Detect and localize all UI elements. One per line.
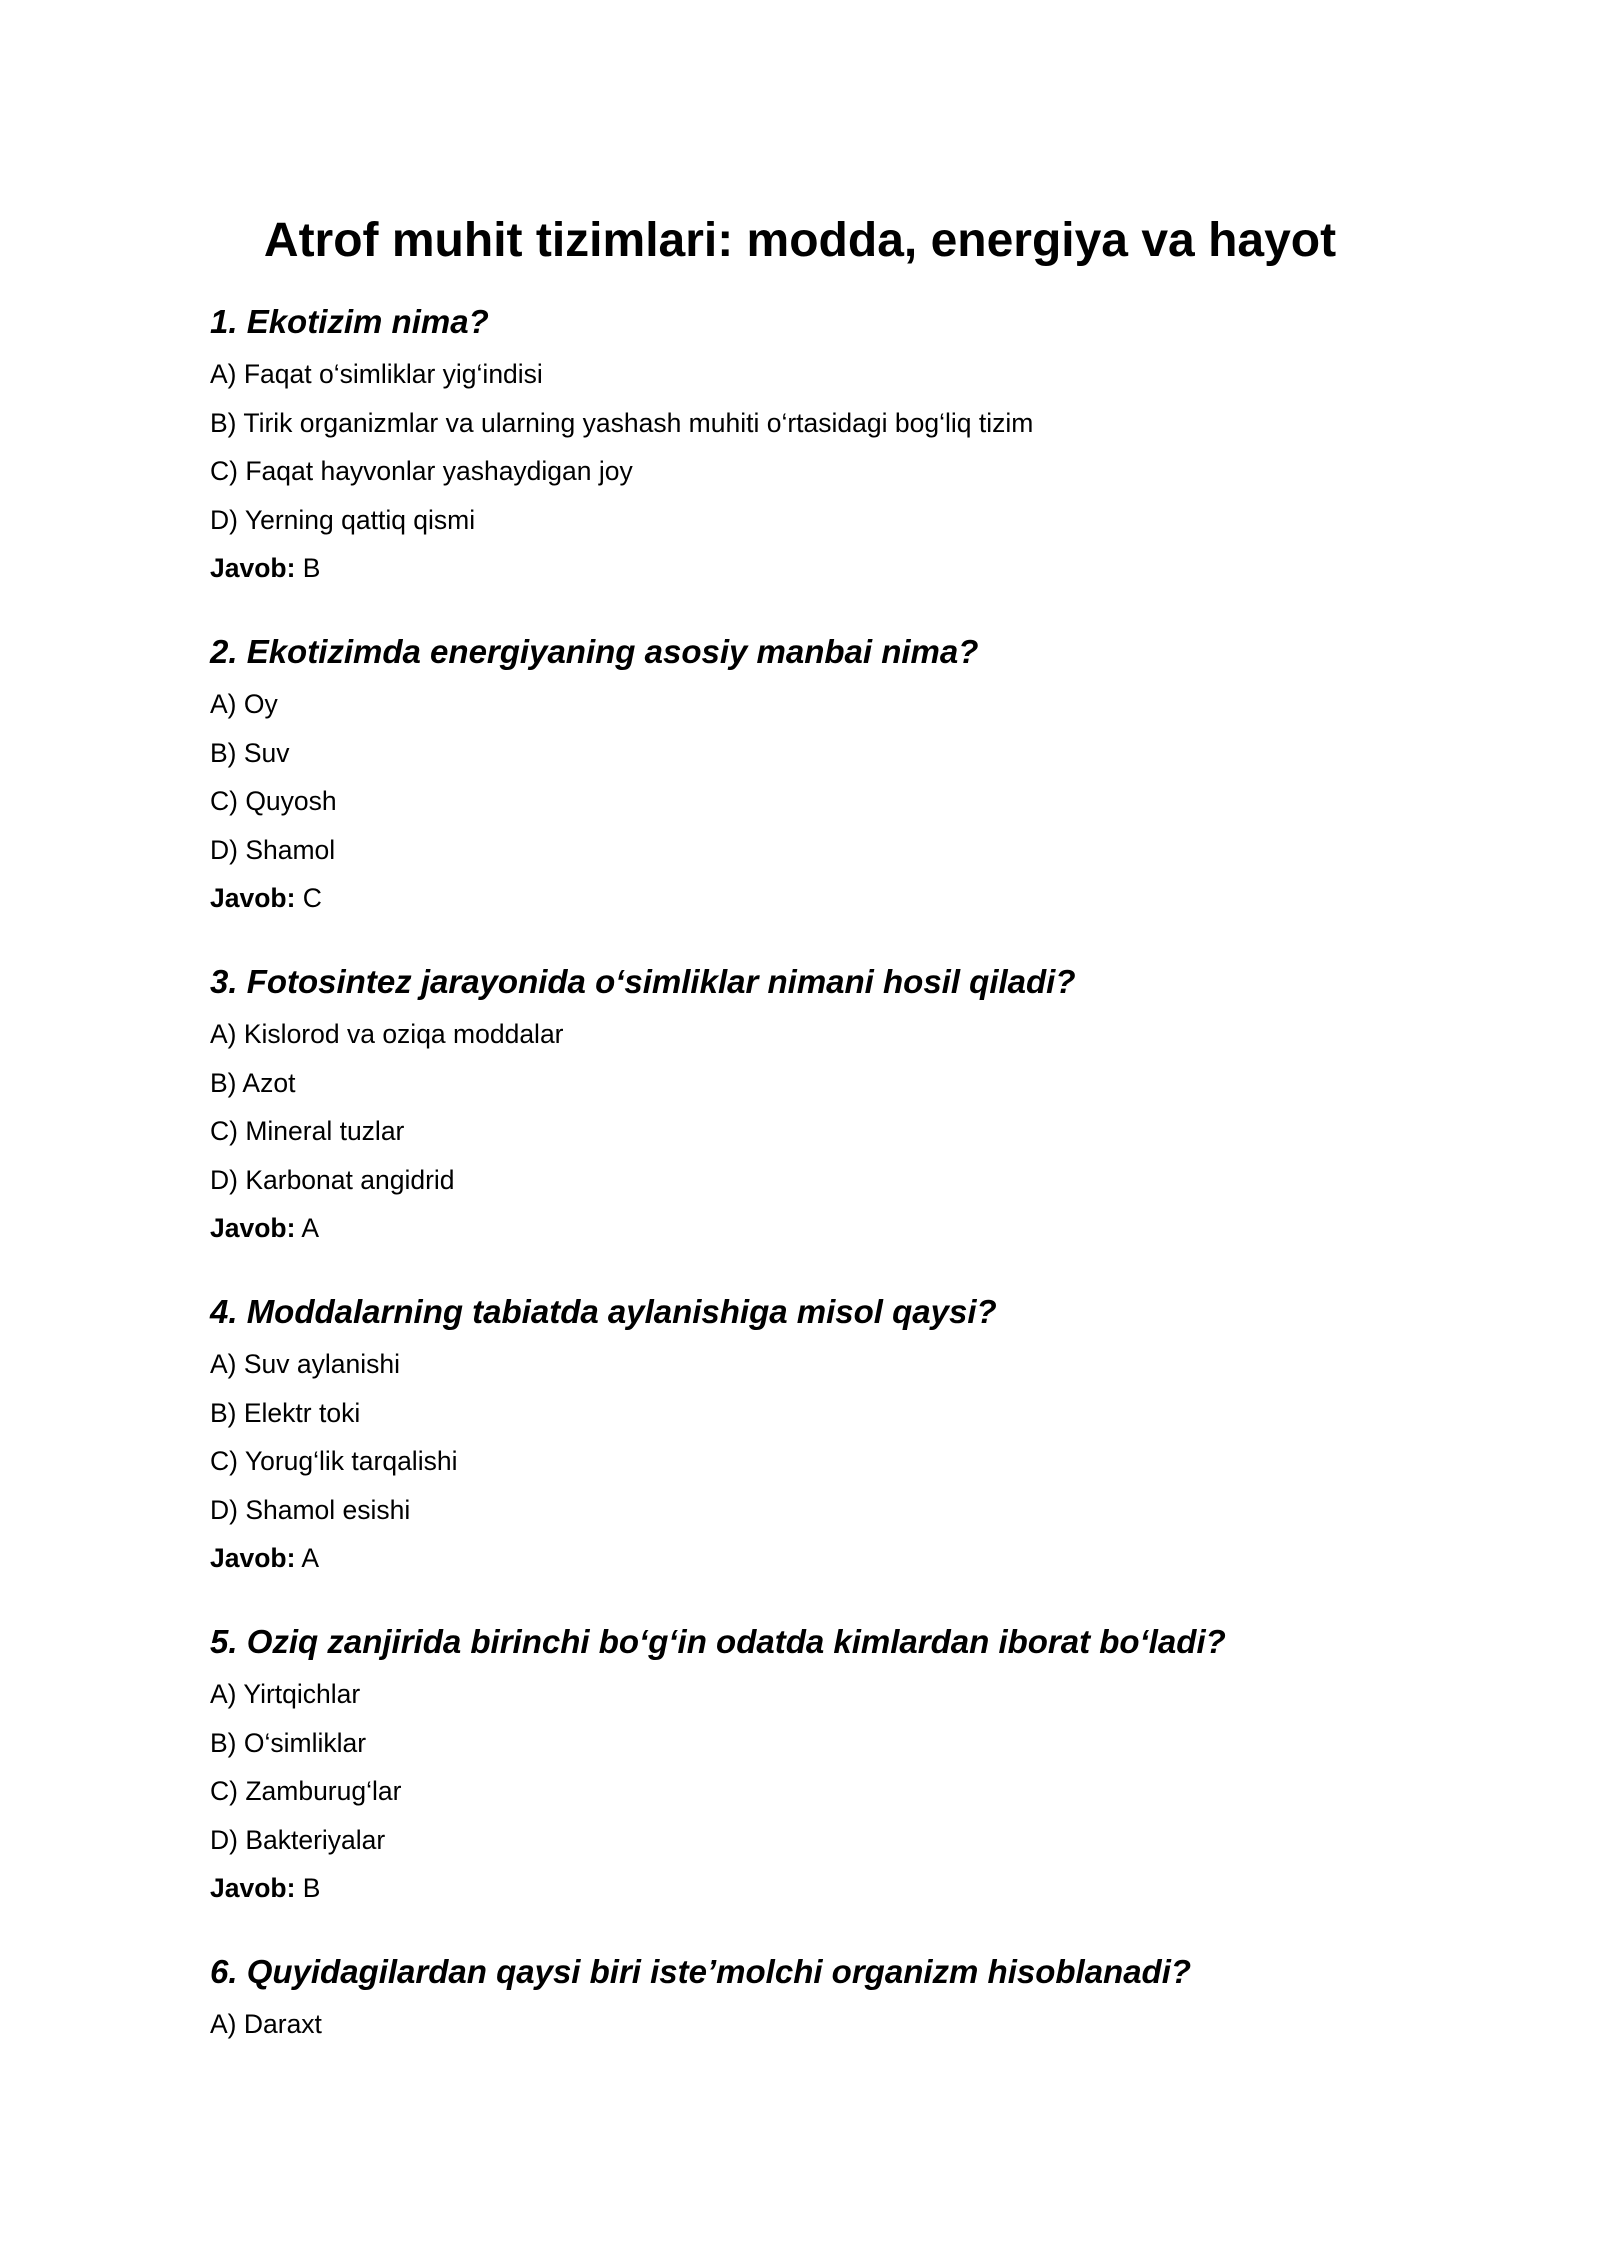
- answer-line: [210, 1534, 1410, 1583]
- option-b: B) Elektr toki: [210, 1397, 361, 1428]
- answer-line: [210, 1864, 1410, 1913]
- option-d: D) Bakteriyalar: [210, 1824, 386, 1855]
- option-c: C) Quyosh: [210, 786, 337, 817]
- question-title: 3. Fotosintez jarayonida o‘simliklar nimani hosil qiladi?: [210, 963, 1076, 1000]
- option-d: D) Shamol esishi: [210, 1494, 411, 1525]
- option-b: B) O‘simliklar: [210, 1727, 367, 1758]
- question-block-1: [210, 294, 1410, 593]
- question-block-4: [210, 1284, 1410, 1583]
- option-a: A) Oy: [210, 689, 278, 719]
- option-a: A) Kislorod va oziqa moddalar: [210, 1019, 564, 1049]
- answer-value: B: [302, 1873, 321, 1904]
- answer-label: Javob:: [210, 883, 296, 914]
- option-a: A) Daraxt: [210, 2009, 322, 2039]
- question-block-6: [210, 1944, 1410, 2049]
- answer-label: Javob:: [210, 1543, 296, 1574]
- option-c: C) Mineral tuzlar: [210, 1116, 405, 1147]
- question-block-2: [210, 624, 1410, 923]
- answer-line: [210, 874, 1410, 923]
- question-title: 4. Moddalarning tabiatda aylanishiga misol qaysi?: [210, 1293, 997, 1330]
- answer-label: Javob:: [210, 1873, 296, 1904]
- question-title: 1. Ekotizim nima?: [210, 303, 489, 340]
- option-d: D) Karbonat angidrid: [210, 1164, 455, 1195]
- answer-label: Javob:: [210, 553, 296, 584]
- question-title: 6. Quyidagilardan qaysi biri iste’molchi organizm hisoblanadi?: [210, 1953, 1192, 1990]
- option-c: C) Yorug‘lik tarqalishi: [210, 1446, 458, 1477]
- option-b: B) Tirik organizmlar va ularning yashash muhiti o‘rtasidagi bog‘liq tizim: [210, 407, 1034, 438]
- option-c: C) Zamburug‘lar: [210, 1776, 402, 1807]
- answer-value: C: [302, 883, 322, 914]
- option-b: B) Azot: [210, 1067, 296, 1098]
- answer-value: B: [302, 553, 321, 584]
- option-d: D) Yerning qattiq qismi: [210, 504, 476, 535]
- option-b: B) Suv: [210, 737, 290, 768]
- question-block-3: [210, 954, 1410, 1253]
- answer-value: A: [301, 1213, 320, 1244]
- document-title: Atrof muhit tizimlari: modda, energiya va hayot: [263, 214, 1337, 267]
- answer-value: A: [301, 1543, 320, 1574]
- answer-label: Javob:: [210, 1213, 296, 1244]
- option-c: C) Faqat hayvonlar yashaydigan joy: [210, 456, 633, 487]
- option-a: A) Suv aylanishi: [210, 1349, 401, 1379]
- question-block-5: [210, 1614, 1410, 1913]
- question-title: 5. Oziq zanjirida birinchi bo‘g‘in odatda kimlardan iborat bo‘ladi?: [210, 1623, 1226, 1660]
- option-d: D) Shamol: [210, 834, 336, 865]
- option-a: A) Yirtqichlar: [210, 1679, 361, 1709]
- question-title: 2. Ekotizimda energiyaning asosiy manbai nima?: [210, 633, 979, 670]
- option-a: A) Faqat o‘simliklar yig‘indisi: [210, 359, 543, 389]
- answer-line: [210, 1204, 1410, 1253]
- answer-line: [210, 544, 1410, 593]
